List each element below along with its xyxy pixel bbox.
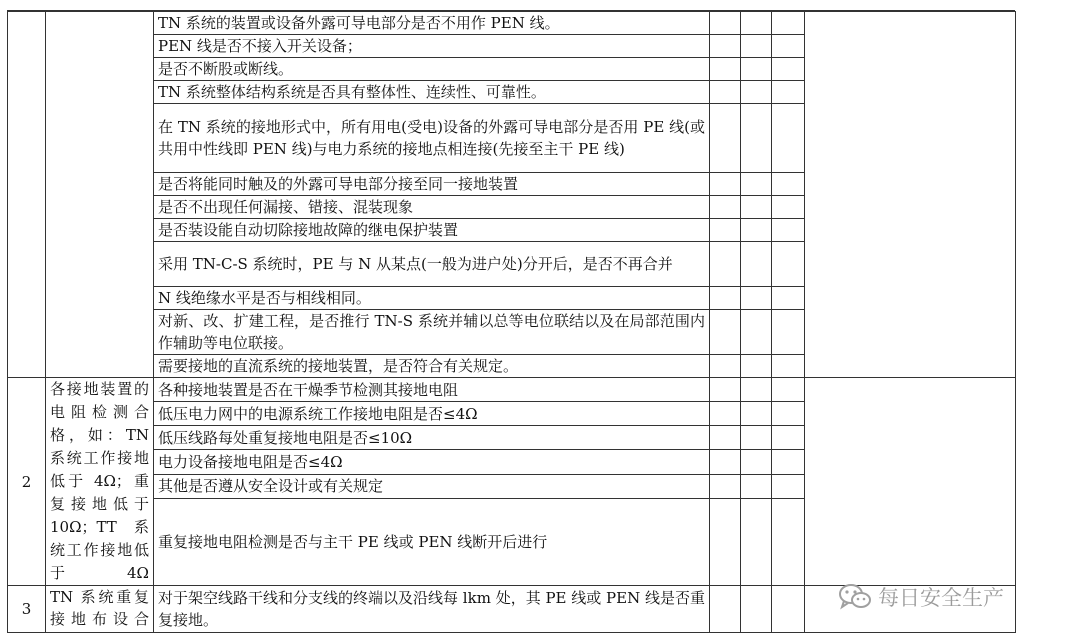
check-cell <box>741 104 772 173</box>
check-cell <box>741 450 772 474</box>
row-number-cell <box>8 12 46 378</box>
wechat-icon <box>838 583 872 611</box>
check-cell <box>741 81 772 104</box>
check-cell <box>741 378 772 402</box>
check-cell <box>772 355 805 378</box>
check-cell <box>741 196 772 219</box>
check-cell <box>710 310 741 355</box>
check-item: 是否装设能自动切除接地故障的继电保护装置 <box>154 219 710 242</box>
check-cell <box>741 242 772 287</box>
check-cell <box>741 58 772 81</box>
check-item: 各种接地装置是否在干燥季节检测其接地电阻 <box>154 378 710 402</box>
check-cell <box>741 586 772 633</box>
check-item: 是否不出现任何漏接、错接、混装现象 <box>154 196 710 219</box>
check-cell <box>772 498 805 585</box>
check-cell <box>741 287 772 310</box>
check-cell <box>710 498 741 585</box>
category-cell <box>46 12 154 378</box>
category-cell: TN 系统重复接地布设合 <box>46 586 154 633</box>
check-cell <box>741 310 772 355</box>
check-item: TN 系统整体结构系统是否具有整体性、连续性、可靠性。 <box>154 81 710 104</box>
table-row <box>8 12 1016 35</box>
check-cell <box>772 287 805 310</box>
check-cell <box>772 242 805 287</box>
check-cell <box>710 104 741 173</box>
check-cell <box>772 196 805 219</box>
table-row <box>8 378 1016 402</box>
row-number-cell: 2 <box>8 378 46 586</box>
check-cell <box>710 378 741 402</box>
check-cell <box>741 173 772 196</box>
check-cell <box>741 219 772 242</box>
check-cell <box>772 173 805 196</box>
check-cell <box>772 586 805 633</box>
watermark <box>838 582 1004 612</box>
remarks-cell <box>805 12 1016 378</box>
check-cell <box>710 402 741 426</box>
check-cell <box>710 196 741 219</box>
check-cell <box>741 402 772 426</box>
check-cell <box>772 450 805 474</box>
check-cell <box>710 287 741 310</box>
check-cell <box>772 474 805 498</box>
check-cell <box>710 219 741 242</box>
check-cell <box>741 355 772 378</box>
check-item: TN 系统的装置或设备外露可导电部分是否不用作 PEN 线。 <box>154 12 710 35</box>
check-cell <box>710 173 741 196</box>
check-cell <box>710 586 741 633</box>
check-cell <box>772 426 805 450</box>
check-cell <box>741 35 772 58</box>
check-item: 是否不断股或断线。 <box>154 58 710 81</box>
check-cell <box>741 498 772 585</box>
check-cell <box>772 12 805 35</box>
check-cell <box>710 355 741 378</box>
check-item: N 线绝缘水平是否与相线相同。 <box>154 287 710 310</box>
check-cell <box>772 310 805 355</box>
check-cell <box>710 12 741 35</box>
check-cell <box>710 58 741 81</box>
check-cell <box>741 426 772 450</box>
check-cell <box>772 104 805 173</box>
category-cell: 各接地装置的电阻检测合格，如：TN 系统工作接地低于 4Ω；重复接地低于 10Ω；TT 系统工作接地低于 4Ω <box>46 378 154 586</box>
check-cell <box>710 474 741 498</box>
check-cell <box>772 378 805 402</box>
check-cell <box>772 58 805 81</box>
check-cell <box>710 242 741 287</box>
check-cell <box>772 402 805 426</box>
check-cell <box>772 35 805 58</box>
check-item: 需要接地的直流系统的接地装置，是否符合有关规定。 <box>154 355 710 378</box>
check-item: 对于架空线路干线和分支线的终端以及沿线每 lkm 处，其 PE 线或 PEN 线是否重复接地。 <box>154 586 710 633</box>
check-cell <box>710 426 741 450</box>
check-item: 在 TN 系统的接地形式中，所有用电(受电)设备的外露可导电部分是否用 PE 线(或共用中性线即 PEN 线)与电力系统的接地点相连接(先接至主干 PE 线) <box>154 104 710 173</box>
check-cell <box>710 81 741 104</box>
inspection-table <box>7 11 1016 633</box>
check-cell <box>741 12 772 35</box>
watermark-text: 每日安全生产 <box>878 586 1004 610</box>
remarks-cell <box>805 378 1016 586</box>
check-item: 其他是否遵从安全设计或有关规定 <box>154 474 710 498</box>
check-item: 采用 TN-C-S 系统时，PE 与 N 从某点(一般为进户处)分开后，是否不再合并 <box>154 242 710 287</box>
check-cell <box>741 474 772 498</box>
check-cell <box>710 450 741 474</box>
check-item: 低压电力网中的电源系统工作接地电阻是否≤4Ω <box>154 402 710 426</box>
check-item: 低压线路每处重复接地电阻是否≤10Ω <box>154 426 710 450</box>
check-item: 重复接地电阻检测是否与主干 PE 线或 PEN 线断开后进行 <box>154 498 710 585</box>
check-item: 对新、改、扩建工程，是否推行 TN-S 系统并辅以总等电位联结以及在局部范围内作辅助等电位联接。 <box>154 310 710 355</box>
check-item: 电力设备接地电阻是否≤4Ω <box>154 450 710 474</box>
check-cell <box>710 35 741 58</box>
check-item: PEN 线是否不接入开关设备； <box>154 35 710 58</box>
check-item: 是否将能同时触及的外露可导电部分接至同一接地装置 <box>154 173 710 196</box>
check-cell <box>772 219 805 242</box>
row-number-cell: 3 <box>8 586 46 633</box>
check-cell <box>772 81 805 104</box>
